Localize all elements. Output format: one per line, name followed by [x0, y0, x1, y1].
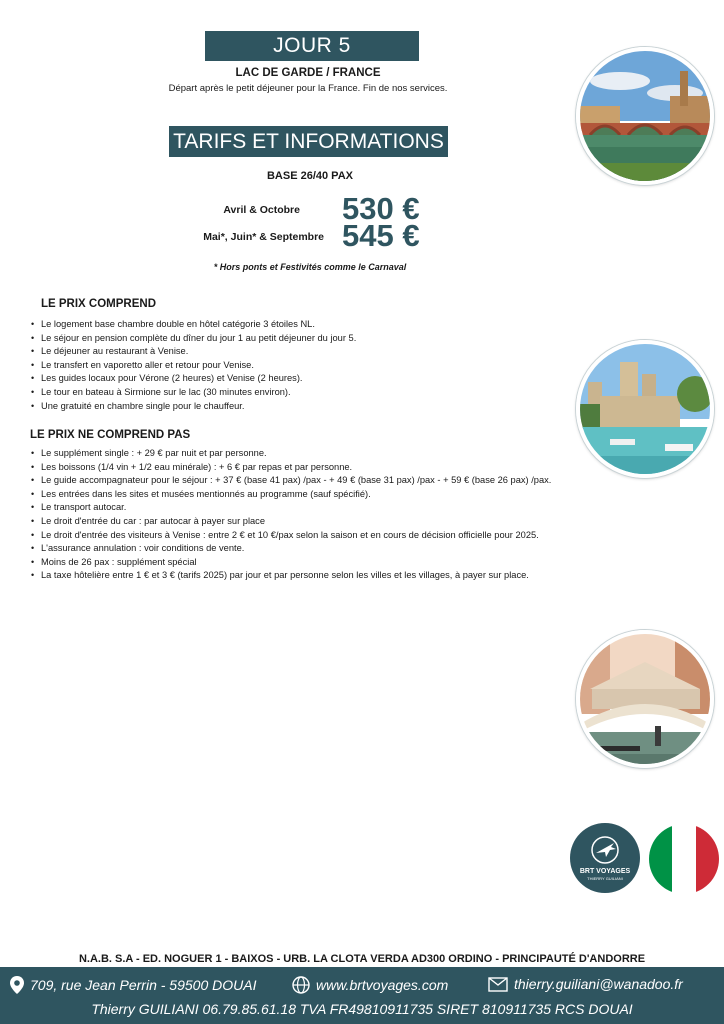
price-may-june-september: 545 €	[342, 218, 420, 253]
price-label-april-october: Avril & Octobre	[223, 204, 300, 216]
day-subtitle: LAC DE GARDE / FRANCE	[235, 67, 381, 79]
includes-title: LE PRIX COMPREND	[41, 298, 157, 310]
footer-email[interactable]	[488, 976, 683, 992]
flag-stripe-white	[672, 824, 695, 894]
brt-voyages-logo	[570, 823, 640, 893]
globe-icon	[292, 976, 310, 994]
mail-icon	[488, 977, 508, 992]
list-item: • Le supplément single : + 29 € par nuit et par personne.	[41, 447, 571, 461]
excludes-list	[30, 447, 571, 583]
list-item: • Le guide accompagnateur pour le séjour : + 37 € (base 41 pax) /pax - + 49 € (base 31 pax) /pax - + 59 € (base 26 pax) /pax.	[41, 474, 571, 488]
day-title-banner: JOUR 5	[205, 31, 419, 61]
italy-flag-icon	[649, 824, 719, 894]
footer-email-text[interactable]: thierry.guiliani@wanadoo.fr	[514, 976, 683, 992]
includes-list	[30, 318, 561, 413]
list-item: • Une gratuité en chambre single pour le chauffeur.	[41, 400, 561, 414]
price-april-october: 530 €	[342, 191, 420, 226]
list-item: • Les entrées dans les sites et musées mentionnés au programme (sauf spécifié).	[41, 488, 571, 502]
list-item: • Le transport autocar.	[41, 501, 571, 515]
venice-rialto-photo	[576, 630, 714, 768]
logo-subtext: THIERRY GUILIANI	[587, 876, 623, 881]
sirmione-castle-photo	[576, 340, 714, 478]
list-item: • Les boissons (1/4 vin + 1/2 eau minérale) : + 6 € par repas et par personne.	[41, 461, 571, 475]
list-item: • Le transfert en vaporetto aller et retour pour Venise.	[41, 359, 561, 373]
footer-address	[10, 976, 256, 994]
footer-address-text: 709, rue Jean Perrin - 59500 DOUAI	[30, 977, 257, 993]
footer-contact-line: Thierry GUILIANI 06.79.85.61.18 TVA FR49810911735 SIRET 810911735 RCS DOUAI	[91, 1001, 633, 1017]
list-item: • La taxe hôtelière entre 1 € et 3 € (tarifs 2025) par jour et par personne selon les villes et les villages, à payer sur place.	[41, 569, 571, 583]
list-item: • Le droit d'entrée du car : par autocar à payer sur place	[41, 515, 571, 529]
flag-stripe-red	[696, 824, 719, 894]
list-item: • Le séjour en pension complète du dîner du jour 1 au petit déjeuner du jour 5.	[41, 332, 561, 346]
list-item: • Les guides locaux pour Vérone (2 heures) et Venise (2 heures).	[41, 372, 561, 386]
list-item: • L'assurance annulation : voir conditions de vente.	[41, 542, 571, 556]
list-item: • Moins de 26 pax : supplément spécial	[41, 556, 571, 570]
day-description: Départ après le petit déjeuner pour la France. Fin de nos services.	[168, 83, 448, 94]
base-pax: BASE 26/40 PAX	[266, 170, 353, 182]
list-item: • Le tour en bateau à Sirmione sur le lac (30 minutes environ).	[41, 386, 561, 400]
price-label-may-june-september: Mai*, Juin* & Septembre	[203, 231, 324, 243]
tarifs-title-banner: TARIFS ET INFORMATIONS	[169, 126, 448, 157]
footer-website[interactable]	[292, 976, 448, 994]
list-item: • Le droit d'entrée des visiteurs à Venise : entre 2 € et 10 €/pax selon la saison et en cours de décision officielle pour 2025.	[41, 529, 571, 543]
footer	[0, 967, 724, 1024]
legal-address: N.A.B. S.A - ED. NOGUER 1 - BAIXOS - URB. LA CLOTA VERDA AD300 ORDINO - PRINCIPAUTÉ D'ANDORRE	[78, 953, 646, 965]
logo-text: BRT VOYAGES	[579, 868, 631, 875]
excludes-title: LE PRIX NE COMPREND PAS	[30, 429, 191, 441]
flag-stripe-green	[649, 824, 672, 894]
list-item: • Le logement base chambre double en hôtel catégorie 3 étoiles NL.	[41, 318, 561, 332]
verona-bridge-photo	[576, 47, 714, 185]
price-note: * Hors ponts et Festivités comme le Carnaval	[213, 262, 407, 272]
location-pin-icon	[10, 976, 24, 994]
footer-website-text[interactable]: www.brtvoyages.com	[316, 977, 449, 993]
list-item: • Le déjeuner au restaurant à Venise.	[41, 345, 561, 359]
